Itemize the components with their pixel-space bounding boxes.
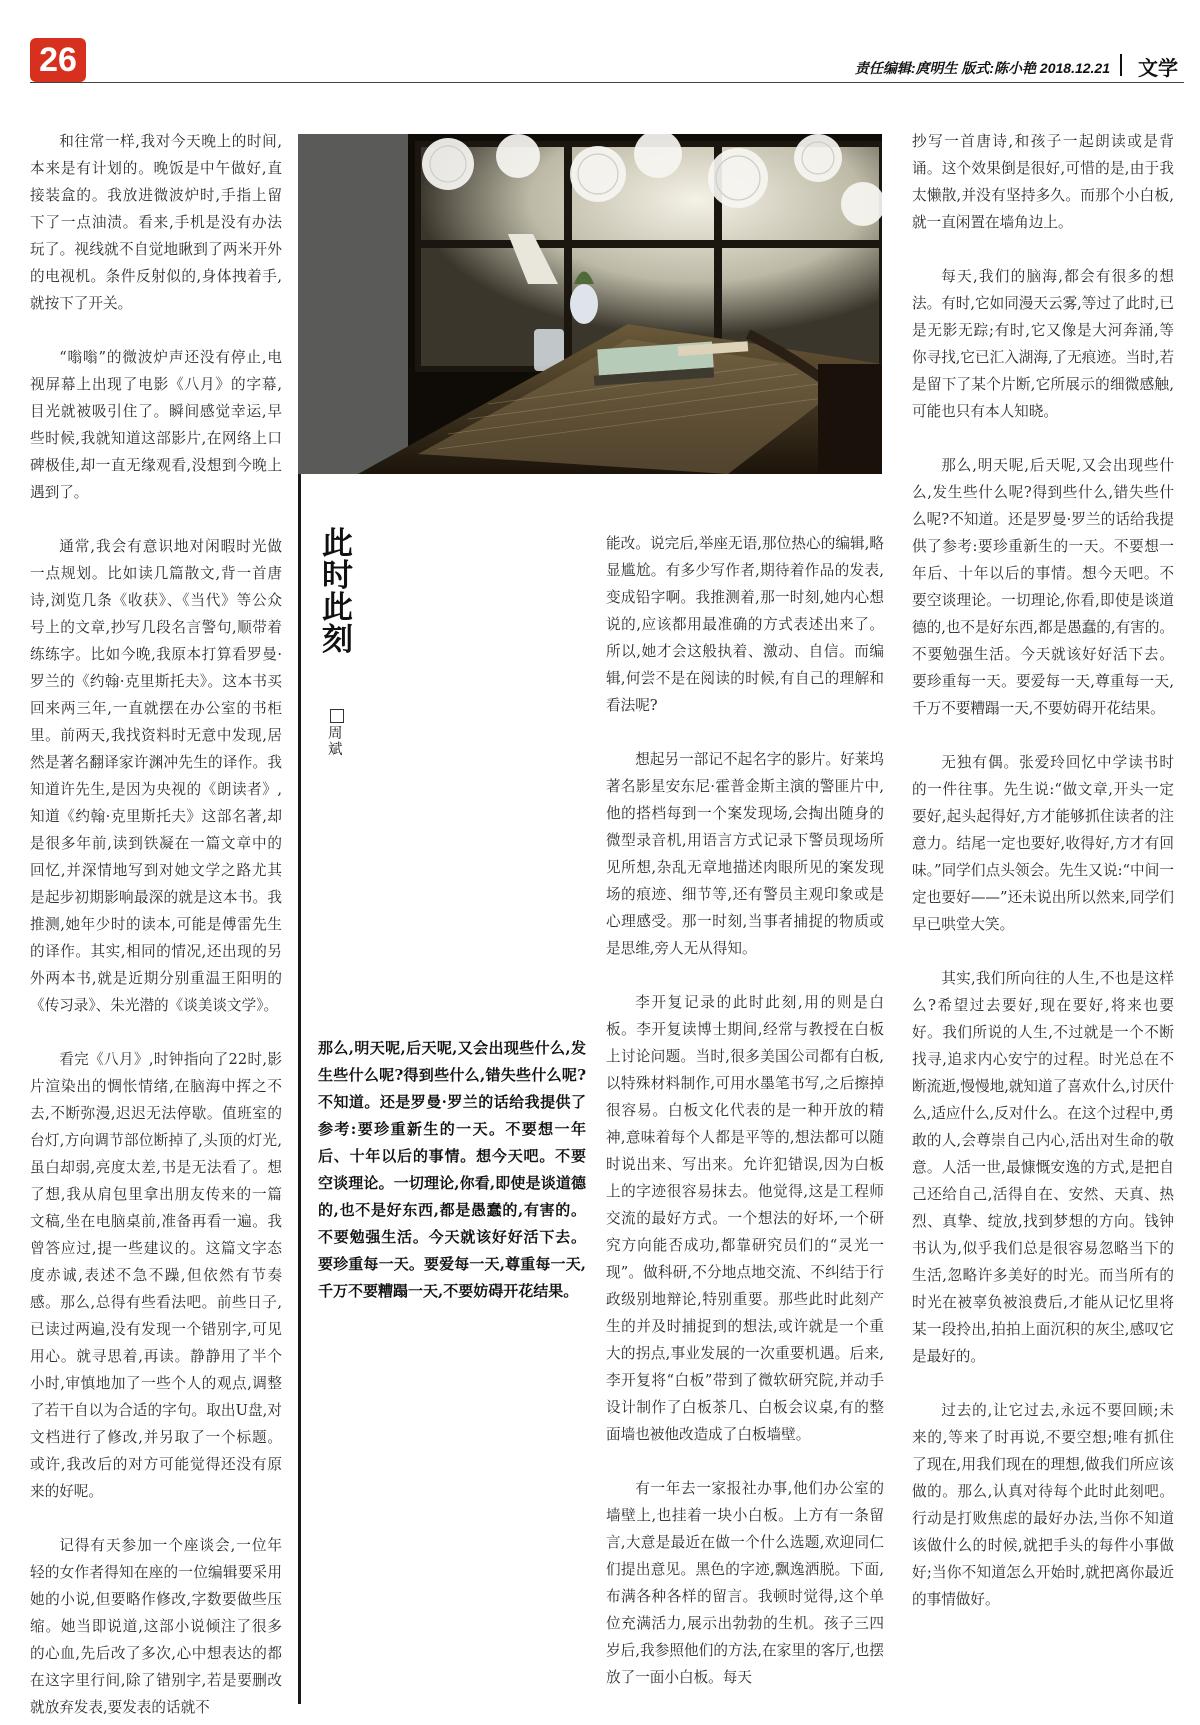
column-rule [298, 474, 301, 1704]
pull-quote: 那么,明天呢,后天呢,又会出现些什么,发生些什么呢?得到些什么,错失些什么呢?不知道。还是罗曼·罗兰的话给我提供了参考:要珍重新生的一天。不要想一年后、十年以后的事情。想今天吧。不要空谈理论。一切理论,你看,即使是谈道德的,也不是好东西,都是愚蠢的,有害的。不要勉强生活。今天就该好好活下去。要珍重每一天。要爱每一天,尊重每一天,千万不要糟蹋一天,不要妨碍开花结果。 [318, 1039, 586, 1300]
paragraph: 看完《八月》,时钟指向了22时,影片渲染出的惆怅情绪,在脑海中挥之不去,不断弥漫,迟迟无法停歇。值班室的台灯,方向调节部位断掉了,头顶的灯光,虽白却弱,亮度太差,书是无法看了。想了想,我从肩包里拿出朋友传来的一篇文稿,坐在电脑桌前,准备再看一遍。我曾答应过,提一些建议的。这篇文字态度赤诚,表述不急不躁,但依然有节奏感。那么,总得有些看法吧。前些日子,已读过两遍,没有发现一个错别字,可见用心。就寻思着,再读。静静用了半个小时,审慎地加了一些个人的观点,调整了若干自以为合适的字句。取出U盘,对文档进行了修改,并另取了一个标题。或许,我改后的对方可能觉得还没有原来的好呢。 [30, 1051, 282, 1500]
page-number: 26 [30, 38, 86, 82]
paragraph: 和往常一样,我对今天晚上的时间,本来是有计划的。晚饭是中午做好,直接装盒的。我放进微波炉时,手指上留下了一点油渍。看来,手机是没有办法玩了。视线就不自觉地瞅到了两米开外的电视机。条件反射似的,身体拽着手,就按下了开关。 [30, 133, 282, 312]
paragraph: “嗡嗡”的微波炉声还没有停止,电视屏幕上出现了电影《八月》的字幕,目光就被吸引住了。瞬间感觉幸运,早些时候,我就知道这部影片,在网络上口碑极佳,却一直无缘观看,没想到今晚上遇到了。 [30, 349, 282, 501]
paragraph: 有一年去一家报社办事,他们办公室的墙壁上,也挂着一块小白板。上方有一条留言,大意是最近在做一个什么选题,欢迎同仁们提出意见。黑色的字迹,飘逸洒脱。下面,布满各种各样的留言。我顿时觉得,这个单位充满活力,展示出勃勃的生机。孩子三四岁后,我参照他们的方法,在家里的客厅,也摆放了一面小白板。每天 [606, 1480, 884, 1686]
paragraph: 那么,明天呢,后天呢,又会出现些什么,发生些什么呢?得到些什么,错失些什么呢?不知道。还是罗曼·罗兰的话给我提供了参考:要珍重新生的一天。不要想一年后、十年以后的事情。想今天吧。不要空谈理论。一切理论,你看,即使是谈道德的,也不是好东西,都是愚蠢的,有害的。不要勉强生活。今天就该好好活下去。要珍重每一天。要爱每一天,尊重每一天,千万不要糟蹋一天,不要妨碍开花结果。 [912, 457, 1175, 717]
paragraph: 能改。说完后,举座无语,那位热心的编辑,略显尴尬。有多少写作者,期待着作品的发表,变成铅字啊。我推测着,那一时刻,她内心想说的,应该都用最准确的方式表述出来了。所以,她才会这般执着、激动、自信。而编辑,何尝不是在阅读的时候,有自己的理解和看法呢? [606, 535, 884, 714]
text-column-4 [912, 128, 1174, 1613]
text-column-1 [30, 128, 282, 1721]
article-title: 此时此刻 [322, 526, 353, 658]
paragraph: 记得有天参加一个座谈会,一位年轻的女作者得知在座的一位编辑要采用她的小说,但要略作修改,字数要做些压缩。她当即说道,这部小说倾注了很多的心血,先后改了多次,心中想表达的都在这字里行间,除了错别字,若是要删改就放弃发表,要发表的话就不 [30, 1537, 282, 1716]
paragraph: 每天,我们的脑海,都会有很多的想法。有时,它如同漫天云雾,等过了此时,已是无影无踪;有时,它又像是大河奔涌,等你寻找,它已汇入湖海,了无痕迹。当时,若是留下了某个片断,它所展示的细微感触,可能也只有本人知晓。 [912, 268, 1175, 420]
paragraph: 其实,我们所向往的人生,不也是这样么?希望过去要好,现在要好,将来也要好。我们所说的人生,不过就是一个不断找寻,追求内心安宁的过程。时光总在不断流逝,慢慢地,就知道了喜欢什么,讨厌什么,适应什么,反对什么。在这个过程中,勇敢的人,会尊崇自己内心,活出对生命的敬意。人活一世,最慷慨安逸的方式,是把自己还给自己,活得自在、安然、天真、热烈、真挚、绽放,找到梦想的方向。钱钟书认为,似乎我们总是很容易忽略当下的生活,忽略许多美好的时光。而当所有的时光在被辜负被浪费后,才能从记忆里将某一段拎出,拍拍上面沉积的灰尘,感叹它是最好的。 [912, 970, 1175, 1365]
author-name: 周斌 [328, 726, 343, 758]
cafe-window-photo [298, 134, 882, 474]
paragraph: 李开复记录的此时此刻,用的则是白板。李开复读博士期间,经常与教授在白板上讨论问题。当时,很多美国公司都有白板,以特殊材料制作,可用水墨笔书写,之后擦掉很容易。白板文化代表的是一种开放的精神,意味着每个人都是平等的,想法都可以随时说出来、写出来。允许犯错误,因为白板上的字迹很容易抹去。他觉得,这是工程师交流的最好方式。一个想法的好坏,一个研究方向能否成功,都靠研究员们的“灵光一现”。做科研,不分地点地交流、不纠结于行政级别地辩论,特别重要。那些此时此刻产生的并及时捕捉到的想法,或许就是一个重大的拐点,事业发展的一次重要机遇。后来,李开复将“白板”带到了微软研究院,并动手设计制作了白板茶几、白板会议桌,有的整面墙也被他改造成了白板墙壁。 [606, 994, 884, 1443]
paragraph: 无独有偶。张爱玲回忆中学读书时的一件往事。先生说:“做文章,开头一定要好,起头起得好,方才能够抓住读者的注意力。结尾一定也要好,收得好,方才有回味。”同学们点头领会。先生又说:“中间一定也要好——”还未说出所以然来,同学们早已哄堂大笑。 [912, 754, 1174, 933]
section-title: 文学 [1138, 58, 1178, 80]
paragraph: 通常,我会有意识地对闲暇时光做一点规划。比如读几篇散文,背一首唐诗,浏览几条《收获》、《当代》等公众号上的文章,抄写几段名言警句,顺带着练练字。比如今晚,我原本打算看罗曼·罗兰的《约翰·克里斯托夫》。这本书买回来两三年,一直就摆在办公室的书柜里。前两天,我找资料时无意中发现,居然是著名翻译家许渊冲先生的译作。我知道许先生,是因为央视的《朗读者》,知道《约翰·克里斯托夫》这部名著,却是很多年前,读到铁凝在一篇文章中的回忆,并深情地写到对她文学之路尤其是起步初期影响最深的就是这本书。我推测,她年少时的读本,可能是傅雷先生的译作。其实,相同的情况,还出现的另外两本书,就是近期分别重温王阳明的《传习录》、朱光潜的《谈美谈文学》。 [30, 538, 282, 1014]
paragraph: 过去的,让它过去,永远不要回顾;未来的,等来了时再说,不要空想;唯有抓住了现在,用我们现在的理想,做我们所应该做的。那么,认真对待每个此时此刻吧。行动是打败焦虑的最好办法,当你不知道该做什么的时候,就把手头的每件小事做好;当你不知道怎么开始时,就把离你最近的事情做好。 [912, 1402, 1174, 1608]
author-mark [330, 709, 344, 723]
header-divider [1120, 54, 1122, 76]
editor-line: 责任编辑:庹明生 版式:陈小艳 2018.12.21 [854, 60, 1110, 76]
paragraph: 抄写一首唐诗,和孩子一起朗读或是背诵。这个效果倒是很好,可惜的是,由于我太懒散,并没有坚持多久。而那个小白板,就一直闲置在墙角边上。 [912, 133, 1174, 231]
header-rule [30, 82, 1184, 83]
text-column-3 [606, 530, 884, 1691]
paragraph: 想起另一部记不起名字的影片。好莱坞著名影星安东尼·霍普金斯主演的警匪片中,他的搭档每到一个案发现场,会掏出随身的微型录音机,用语言方式记录下警员现场所见所想,杂乱无章地描述肉眼所见的案发现场的痕迹、细节等,还有警员主观印象或是心理感受。那一时刻,当事者捕捉的物质或是思维,旁人无从得知。 [606, 751, 884, 957]
